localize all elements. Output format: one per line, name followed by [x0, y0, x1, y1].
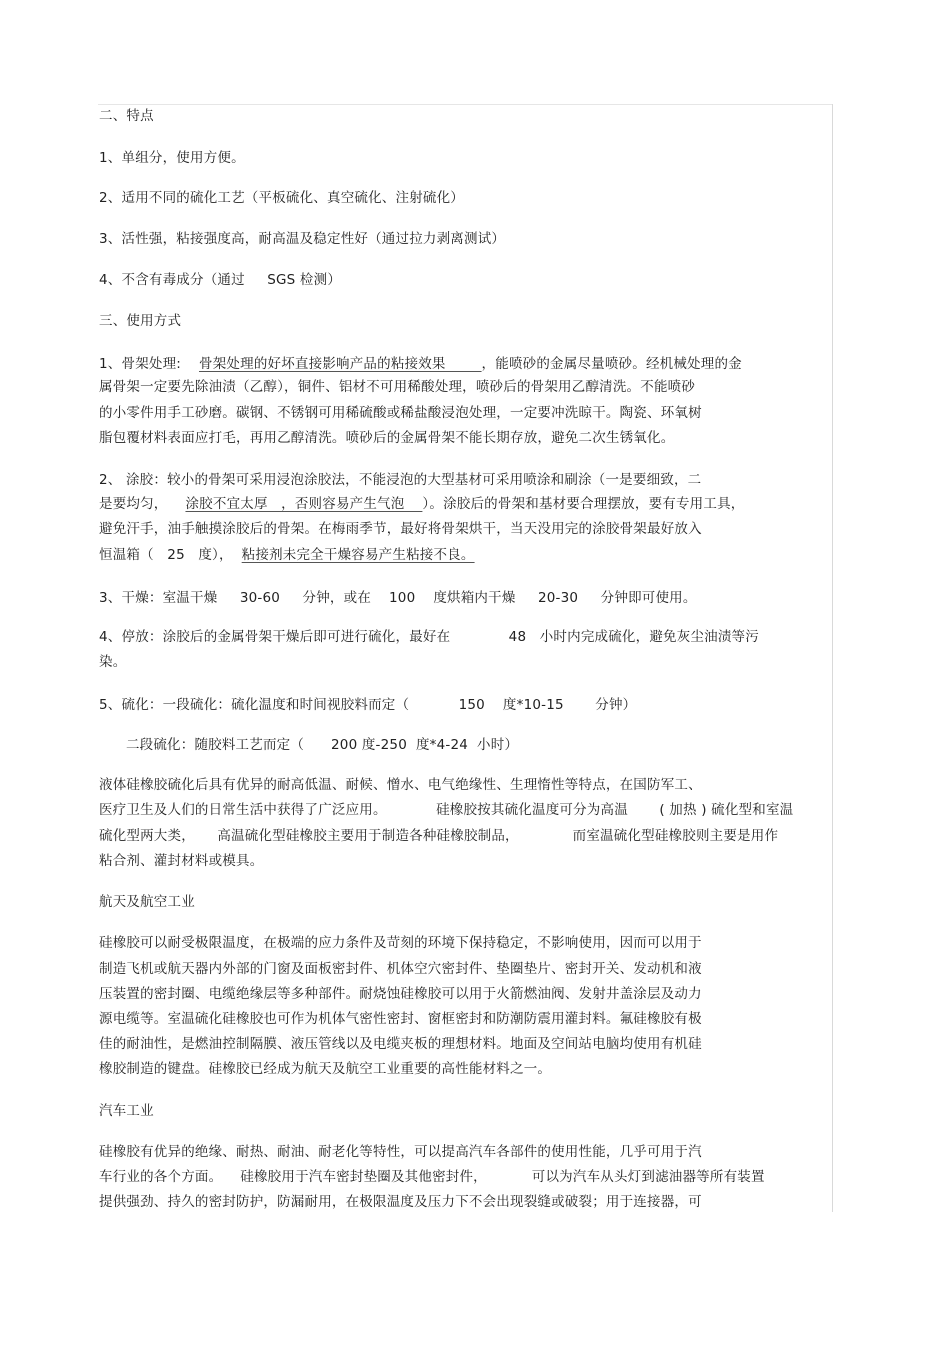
feature-3: 3、活性强，粘接强度高，耐高温及稳定性好（通过拉力剥离测试）	[99, 231, 506, 247]
usage-2-line-3: 避免汗手，油手触摸涂胶后的骨架。在梅雨季节，最好将骨架烘干，当天没用完的涂胶骨架最好放入	[99, 521, 702, 537]
automotive-line-1: 硅橡胶有优异的绝缘、耐热、耐油、耐老化等特性，可以提高汽车各部件的使用性能，几乎可用于汽	[99, 1144, 702, 1160]
usage-5: 5、硫化：一段硫化：硫化温度和时间视胶料而定（ 150 度*10-15 分钟）	[99, 697, 637, 713]
usage-4-line-1: 4、停放：涂胶后的金属骨架干燥后即可进行硫化，最好在 48 小时内完成硫化，避免灰尘油渍等污	[99, 629, 759, 645]
heading-aerospace: 航天及航空工业	[99, 894, 195, 910]
aerospace-line-5: 佳的耐油性，是燃油控制隔膜、液压管线以及电缆夹板的理想材料。地面及空间站电脑均使用有机硅	[99, 1036, 702, 1052]
usage-1-line-3: 的小零件用手工砂磨。碳钢、不锈钢可用稀硫酸或稀盐酸浸泡处理，一定要冲洗晾干。陶瓷、环氧树	[99, 405, 702, 421]
usage-2-line-2	[99, 495, 744, 513]
automotive-line-2: 车行业的各个方面。 硅橡胶用于汽车密封垫圈及其他密封件， 可以为汽车从头灯到滤油器等所有装置	[99, 1169, 765, 1185]
usage-4-line-2: 染。	[99, 654, 127, 670]
aerospace-line-6: 橡胶制造的键盘。硅橡胶已经成为航天及航空工业重要的高性能材料之一。	[99, 1061, 552, 1077]
feature-2: 2、适用不同的硫化工艺（平板硫化、真空硫化、注射硫化）	[99, 190, 464, 206]
heading-usage: 三、使用方式	[99, 313, 182, 329]
underlined-text: 粘接剂未完全干燥容易产生粘接不良。	[241, 547, 475, 563]
intro-line-2: 医疗卫生及人们的日常生活中获得了广泛应用。 硅橡胶按其硫化温度可分为高温 ( 加热 ) 硫化型和室温	[99, 802, 794, 818]
usage-3: 3、干燥：室温干燥 30-60 分钟，或在 100 度烘箱内干燥 20-30 分钟即可使用。	[99, 590, 697, 606]
usage-1-line-1	[99, 355, 742, 373]
feature-4: 4、不含有毒成分（通过 SGS 检测）	[99, 272, 342, 288]
text-span: 恒温箱（ 25 度），	[99, 547, 242, 563]
page-right-border	[832, 104, 833, 1212]
automotive-line-3: 提供强劲、持久的密封防护，防漏耐用，在极限温度及压力下不会出现裂缝或破裂；用于连接器，可	[99, 1194, 702, 1210]
usage-2-line-4	[99, 546, 475, 564]
page-top-border	[98, 104, 833, 105]
text-span: ，能喷砂的金属尽量喷砂。经机械处理的金	[481, 356, 742, 372]
aerospace-line-2: 制造飞机或航天器内外部的门窗及面板密封件、机体空穴密封件、垫圈垫片、密封开关、发动机和液	[99, 961, 702, 977]
underlined-text: 涂胶不宜太厚 ，否则容易产生气泡	[185, 496, 423, 512]
intro-line-4: 粘合剂、灌封材料或模具。	[99, 853, 264, 869]
usage-5-stage-2: 二段硫化：随胶料工艺而定（ 200 度-250 度*4-24 小时）	[99, 737, 519, 753]
text-span: ）。涂胶后的骨架和基材要合理摆放，要有专用工具，	[422, 496, 745, 512]
text-span: 1、骨架处理:	[99, 356, 200, 372]
aerospace-line-4: 源电缆等。室温硫化硅橡胶也可作为机体气密性密封、窗框密封和防潮防震用灌封料。氟硅橡胶有极	[99, 1011, 702, 1027]
text-span: 是要均匀，	[99, 496, 186, 512]
aerospace-line-3: 压装置的密封圈、电缆绝缘层等多种部件。耐烧蚀硅橡胶可以用于火箭燃油阀、发射井盖涂层及动力	[99, 986, 702, 1002]
usage-1-line-4: 脂包覆材料表面应打毛，再用乙醇清洗。喷砂后的金属骨架不能长期存放，避免二次生锈氧化。	[99, 430, 675, 446]
usage-1-line-2: 属骨架一定要先除油渍（乙醇），铜件、铝材不可用稀酸处理，喷砂后的骨架用乙醇清洗。不能喷砂	[99, 379, 696, 395]
heading-features: 二、特点	[99, 108, 154, 124]
feature-1: 1、单组分，使用方便。	[99, 150, 245, 166]
heading-automotive: 汽车工业	[99, 1103, 154, 1119]
intro-line-1: 液体硅橡胶硫化后具有优异的耐高低温、耐候、憎水、电气绝缘性、生理惰性等特点，在国防军工、	[99, 777, 702, 793]
usage-2-line-1: 2、 涂胶：较小的骨架可采用浸泡涂胶法，不能浸泡的大型基材可采用喷涂和刷涂（一是要细致，二	[99, 472, 702, 488]
intro-line-3: 硫化型两大类， 高温硫化型硅橡胶主要用于制造各种硅橡胶制品， 而室温硫化型硅橡胶则主要是用作	[99, 828, 779, 844]
aerospace-line-1: 硅橡胶可以耐受极限温度，在极端的应力条件及苛刻的环境下保持稳定，不影响使用，因而可以用于	[99, 935, 702, 951]
underlined-text: 骨架处理的好坏直接影响产品的粘接效果	[199, 356, 482, 372]
